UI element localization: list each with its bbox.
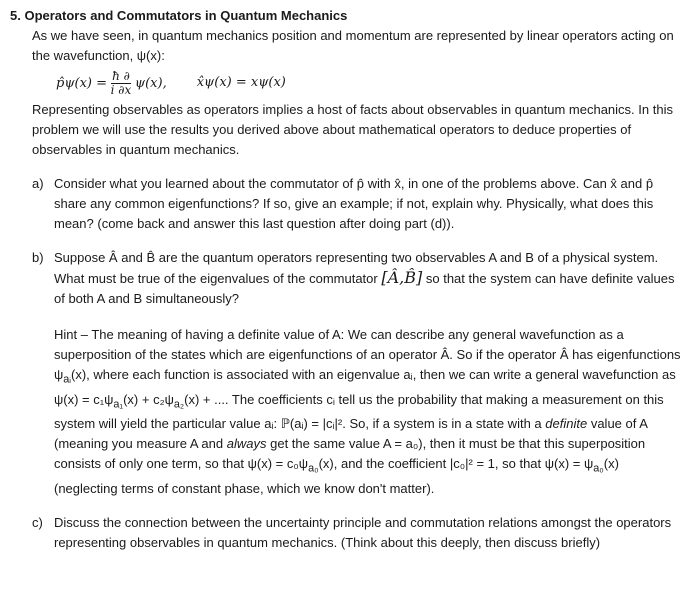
operator-equations bbox=[56, 66, 686, 100]
commutator-expression: [Â,B̂] bbox=[381, 268, 423, 287]
part-a-label: a) bbox=[32, 176, 44, 191]
hint-always: always bbox=[226, 436, 267, 452]
part-b-body bbox=[54, 248, 686, 499]
hint-text-4: value of A (meaning you measure A and bbox=[54, 416, 648, 452]
hint-text-1: Hint – The meaning of having a definite value of A: We can describe any general wavefunction as a superposition of the states which are eigenfunctions of an operator Â. So if the operator Â has eigenfunctions ψ bbox=[54, 327, 681, 382]
hint-text-5: get the same value A = a₀), then it must be that this superposition consists of only one term, so that ψ(x) = c₀ψ bbox=[54, 436, 646, 472]
part-a-text: Consider what you learned about the commutator of p̂ with x̂, in one of the problems above. Can x̂ and p̂ share any common eigenfunctions? If so, give an example; if not, explain why. Physically, what does this mean? (come back and answer this last question after doing part (d)). bbox=[54, 176, 654, 231]
problem-heading bbox=[10, 6, 686, 26]
momentum-equation bbox=[56, 70, 167, 97]
intro-paragraph-1: As we have seen, in quantum mechanics position and momentum are represented by linear operators acting on the wavefunction, ψ(x): bbox=[32, 28, 674, 63]
fraction-denominator: i ∂x bbox=[110, 82, 132, 97]
part-b-hint bbox=[54, 325, 686, 499]
hint-sub-2: a₁ bbox=[113, 398, 124, 411]
hint-text-3: (x) + .... The coefficients cᵢ tell us the probability that making a measurement on this system will yield the particular value aᵢ: ℙ(aᵢ) = |cᵢ|². So, if a system is in a state with a bbox=[54, 391, 664, 432]
hint-sub-1: aᵢ bbox=[63, 373, 72, 386]
problem-number: 5. bbox=[10, 8, 21, 23]
part-c-label: c) bbox=[32, 514, 43, 530]
part-c bbox=[10, 513, 686, 553]
hint-text-2: (x), where each function is associated with an eigenvalue aᵢ, then we can write a general wavefunction as ψ(x) = c₁ψ bbox=[54, 367, 676, 407]
momentum-fraction bbox=[111, 70, 132, 97]
hint-text-7: (x) (neglecting terms of constant phase, which we know don't matter). bbox=[54, 456, 619, 496]
part-b-text-1: Suppose Â and B̂ are the quantum operators representing two observables A and B of a physical system. What must be true of the eigenvalues of the commutator bbox=[54, 250, 659, 286]
fraction-numerator: ħ ∂ bbox=[112, 68, 130, 83]
hint-definite: definite bbox=[545, 416, 588, 432]
part-b bbox=[10, 248, 686, 499]
hint-sub-4: a₀ bbox=[308, 462, 319, 475]
hint-sub-3: a₂ bbox=[173, 398, 185, 411]
position-equation: x̂ψ(x) = xψ(x) bbox=[196, 75, 286, 90]
part-a bbox=[10, 174, 686, 234]
hint-sub-5: a₀ bbox=[593, 462, 604, 475]
part-c-text: Discuss the connection between the uncertainty principle and commutation relations amongst the operators representing observables in quantum mechanics. (Think about this deeply, then discuss briefly) bbox=[54, 514, 672, 550]
hint-text-2b: (x) + c₂ψ bbox=[123, 391, 174, 407]
intro-paragraph-2: Representing observables as operators implies a host of facts about observables in quantum mechanics. In this problem we will use the results you derived above about mathematical operators to deduce properties of observables in quantum mechanics. bbox=[32, 102, 673, 157]
momentum-rhs: ψ(x), bbox=[134, 75, 167, 91]
part-b-text-2: so that the system can have definite values of both A and B simultaneously? bbox=[54, 271, 675, 306]
part-b-question bbox=[54, 248, 686, 309]
hint-text-6: (x), and the coefficient |c₀|² = 1, so that ψ(x) = ψ bbox=[318, 456, 594, 472]
momentum-lhs: p̂ψ(x) = bbox=[56, 75, 108, 91]
problem-title: Operators and Commutators in Quantum Mechanics bbox=[24, 8, 348, 23]
part-b-label: b) bbox=[32, 250, 44, 265]
